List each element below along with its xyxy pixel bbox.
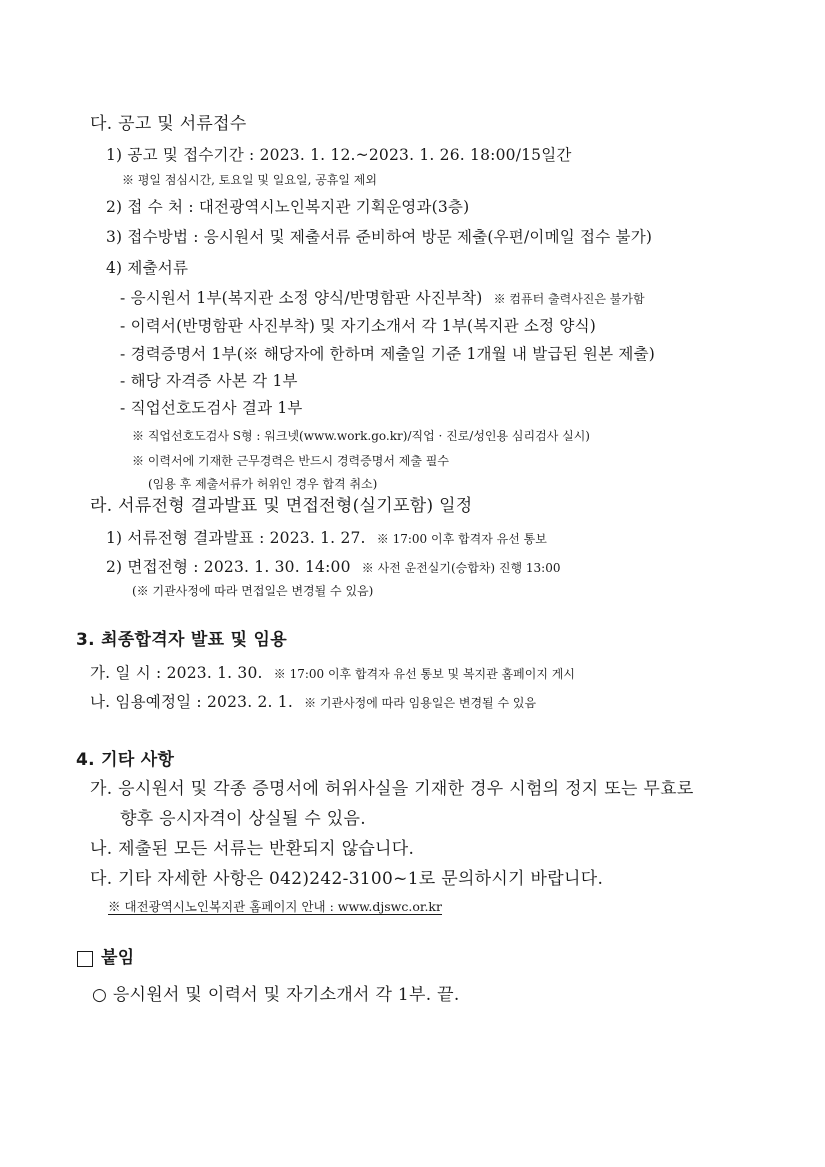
attachment-heading: 붙임 <box>101 948 135 968</box>
documents-not-returned: 나. 제출된 모든 서류는 반환되지 않습니다. <box>90 839 415 859</box>
interview-schedule-sub: (※ 기관사정에 따라 면접일은 변경될 수 있음) <box>132 584 374 598</box>
section-ra-heading: 라. 서류전형 결과발표 및 면접전형(실기포함) 일정 <box>90 496 473 516</box>
required-docs-heading: 4) 제출서류 <box>106 259 189 277</box>
doc-application-form-main: - 응시원서 1부(복지관 소정 양식/반명함판 사진부착) <box>120 289 483 307</box>
submission-place: 2) 접 수 처 : 대전광역시노인복지관 기획운영과(3층) <box>106 198 470 216</box>
attachment-item: ○ 응시원서 및 이력서 및 자기소개서 각 1부. 끝. <box>92 985 460 1005</box>
document-result-main: 1) 서류전형 결과발표 : 2023. 1. 27. <box>106 529 366 547</box>
announce-period-note: ※ 평일 점심시간, 토요일 및 일요일, 공휴일 제외 <box>122 173 377 187</box>
false-statement-notice: 가. 응시원서 및 각종 증명서에 허위사실을 기재한 경우 시험의 정지 또는 무효로 <box>90 779 694 799</box>
section3-heading: 3. 최종합격자 발표 및 임용 <box>76 630 287 650</box>
document-result-note: ※ 17:00 이후 합격자 유선 통보 <box>376 532 547 546</box>
doc-aptitude-test: - 직업선호도검사 결과 1부 <box>120 399 303 417</box>
doc-application-form <box>120 290 645 307</box>
appointment-date <box>90 694 536 711</box>
appointment-date-note: ※ 기관사정에 따라 임용일은 변경될 수 있음 <box>304 696 537 710</box>
contact-info: 다. 기타 자세한 사항은 042)242-3100~1로 문의하시기 바랍니다. <box>90 869 604 889</box>
interview-schedule-note: ※ 사전 운전실기(승합차) 진행 13:00 <box>361 561 561 575</box>
career-note: ※ 이력서에 기재한 근무경력은 반드시 경력증명서 제출 필수 <box>132 454 449 468</box>
final-announcement-main: 가. 일 시 : 2023. 1. 30. <box>90 664 263 682</box>
doc-license-copy: - 해당 자격증 사본 각 1부 <box>120 372 298 390</box>
interview-schedule-main: 2) 면접전형 : 2023. 1. 30. 14:00 <box>106 558 351 576</box>
announce-period: 1) 공고 및 접수기간 : 2023. 1. 12.~2023. 1. 26. 18:00/15일간 <box>106 146 572 164</box>
section-da-heading: 다. 공고 및 서류접수 <box>90 114 247 134</box>
section4-heading: 4. 기타 사항 <box>76 750 175 770</box>
document-result <box>106 530 547 547</box>
square-box-icon <box>77 951 93 967</box>
homepage-note: ※ 대전광역시노인복지관 홈페이지 안내 : www.djswc.or.kr <box>108 899 442 914</box>
appointment-date-main: 나. 임용예정일 : 2023. 2. 1. <box>90 693 293 711</box>
doc-application-form-note: ※ 컴퓨터 출력사진은 불가함 <box>493 292 645 306</box>
false-statement-notice-cont: 향후 응시자격이 상실될 수 있음. <box>120 809 366 829</box>
doc-career-certificate: - 경력증명서 1부(※ 해당자에 한하며 제출일 기준 1개월 내 발급된 원본 제출) <box>120 345 655 363</box>
interview-schedule <box>106 559 560 576</box>
final-announcement <box>90 665 575 682</box>
submission-method: 3) 접수방법 : 응시원서 및 제출서류 준비하여 방문 제출(우편/이메일 접수 불가) <box>106 228 653 246</box>
career-note-sub: (임용 후 제출서류가 허위인 경우 합격 취소) <box>148 477 378 491</box>
aptitude-test-note: ※ 직업선호도검사 S형 : 워크넷(www.work.go.kr)/직업 · 진로/성인용 심리검사 실시) <box>132 429 590 443</box>
final-announcement-note: ※ 17:00 이후 합격자 유선 통보 및 복지관 홈페이지 게시 <box>273 667 575 681</box>
doc-resume: - 이력서(반명함판 사진부착) 및 자기소개서 각 1부(복지관 소정 양식) <box>120 317 597 335</box>
